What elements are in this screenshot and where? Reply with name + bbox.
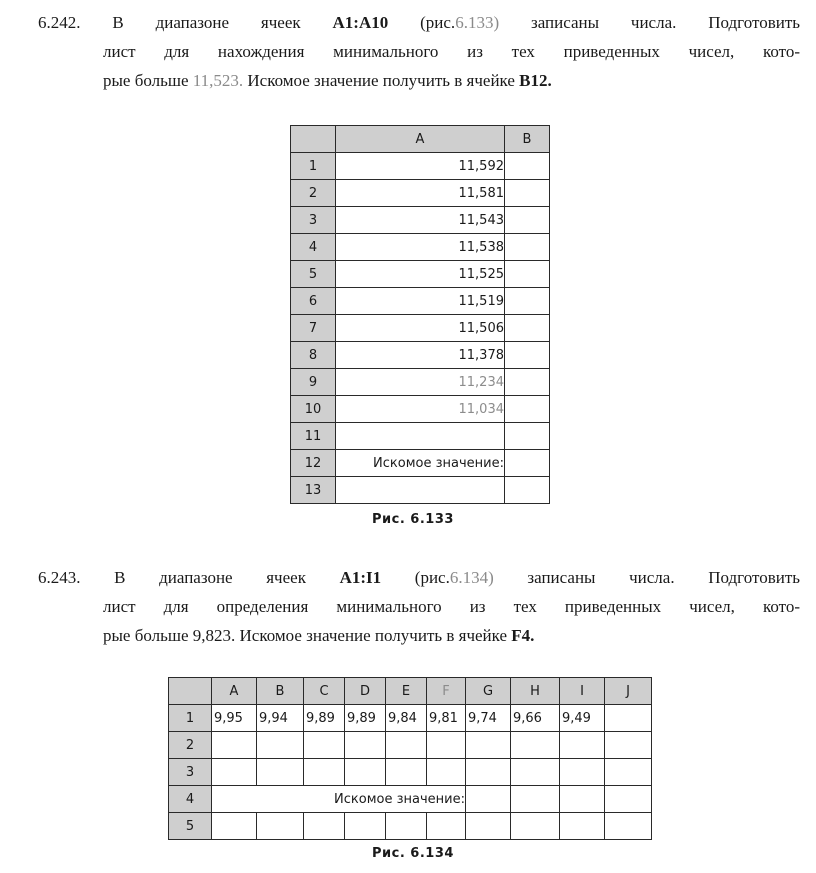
empty-cell	[605, 759, 652, 786]
table-row	[291, 234, 550, 261]
empty-cell	[304, 759, 345, 786]
row-header: 10	[291, 396, 336, 423]
header-row	[291, 126, 550, 153]
column-header: F	[427, 678, 466, 705]
corner-cell	[169, 678, 212, 705]
threshold-value: 11,523.	[192, 71, 244, 90]
cell-a	[336, 477, 505, 504]
row-header: 1	[169, 705, 212, 732]
cell-b	[505, 153, 550, 180]
cell-b	[505, 180, 550, 207]
row-header: 3	[169, 759, 212, 786]
row-header: 7	[291, 315, 336, 342]
target-cell: B12.	[519, 71, 552, 90]
cell-range: A1:I1	[339, 568, 382, 587]
cell-b	[505, 234, 550, 261]
target-cell: F4.	[511, 626, 535, 645]
header-row	[169, 678, 652, 705]
empty-cell	[466, 759, 511, 786]
row-header: 5	[169, 813, 212, 840]
empty-cell	[257, 759, 304, 786]
cell-b	[505, 450, 550, 477]
value-cell: 9,74	[466, 705, 511, 732]
table-row	[291, 261, 550, 288]
table-row	[169, 786, 652, 813]
cell-a: 11,581	[336, 180, 505, 207]
corner-cell	[291, 126, 336, 153]
figure-caption-6-133: Рис. 6.133	[372, 512, 454, 527]
cell-a: 11,543	[336, 207, 505, 234]
column-header: C	[304, 678, 345, 705]
cell-a: 11,234	[336, 369, 505, 396]
cell-a	[336, 423, 505, 450]
problem-6-243	[38, 563, 800, 650]
row-header: 4	[169, 786, 212, 813]
empty-cell	[605, 813, 652, 840]
table-row	[291, 423, 550, 450]
empty-cell	[427, 732, 466, 759]
empty-cell	[345, 759, 386, 786]
empty-cell	[605, 786, 652, 813]
row-header: 2	[291, 180, 336, 207]
empty-cell	[345, 813, 386, 840]
problem-line-1: 6.242. В диапазоне ячеек A1:A10 (рис.6.133) записаны числа. Подготовить	[38, 13, 801, 32]
cell-b	[505, 423, 550, 450]
problem-line-1: 6.243. В диапазоне ячеек A1:I1 (рис.6.134) записаны числа. Подготовить	[38, 568, 800, 587]
empty-cell	[345, 732, 386, 759]
table-row	[291, 207, 550, 234]
figure-reference: 6.134)	[449, 568, 494, 587]
problem-line-2: лист для определения минимального из тех приведенных чисел, кото-	[103, 597, 800, 616]
row-header: 5	[291, 261, 336, 288]
empty-cell	[386, 759, 427, 786]
spreadsheet-fig-6-134	[168, 677, 652, 840]
empty-cell	[427, 813, 466, 840]
table-row	[291, 369, 550, 396]
problem-6-242	[38, 8, 800, 95]
figure-caption-6-134: Рис. 6.134	[372, 846, 454, 861]
empty-cell	[605, 732, 652, 759]
table-row	[291, 396, 550, 423]
empty-cell	[511, 732, 560, 759]
table-row	[291, 477, 550, 504]
empty-cell	[560, 813, 605, 840]
row-header: 3	[291, 207, 336, 234]
cell-b	[505, 369, 550, 396]
table-row	[291, 342, 550, 369]
row-header: 6	[291, 288, 336, 315]
column-header: B	[257, 678, 304, 705]
cell-a: Искомое значение:	[336, 450, 505, 477]
table-row	[291, 180, 550, 207]
problem-line-2: лист для нахождения минимального из тех приведенных чисел, кото-	[103, 42, 800, 61]
value-cell: 9,81	[427, 705, 466, 732]
column-header: A	[336, 126, 505, 153]
table-row	[291, 315, 550, 342]
problem-line-3: рые больше 11,523. Искомое значение получить в ячейке B12.	[103, 71, 552, 90]
empty-cell	[212, 732, 257, 759]
problem-number: 6.243.	[38, 568, 81, 587]
spreadsheet-fig-6-133	[290, 125, 550, 504]
row-header: 4	[291, 234, 336, 261]
empty-cell	[212, 813, 257, 840]
value-cell: 9,94	[257, 705, 304, 732]
empty-cell	[511, 759, 560, 786]
empty-cell	[466, 732, 511, 759]
table-row	[169, 732, 652, 759]
empty-cell	[466, 813, 511, 840]
column-header: G	[466, 678, 511, 705]
column-header: E	[386, 678, 427, 705]
empty-cell	[560, 786, 605, 813]
cell-a: 11,506	[336, 315, 505, 342]
value-cell: 9,89	[345, 705, 386, 732]
cell-a: 11,378	[336, 342, 505, 369]
cell-b	[505, 261, 550, 288]
table-row	[291, 450, 550, 477]
row-header: 2	[169, 732, 212, 759]
empty-cell	[560, 759, 605, 786]
cell-a: 11,519	[336, 288, 505, 315]
cell-b	[505, 207, 550, 234]
value-cell: 9,84	[386, 705, 427, 732]
empty-cell	[386, 813, 427, 840]
table-row	[291, 153, 550, 180]
row-header: 11	[291, 423, 336, 450]
column-header: I	[560, 678, 605, 705]
value-cell	[605, 705, 652, 732]
row-header: 13	[291, 477, 336, 504]
empty-cell	[511, 786, 560, 813]
cell-a: 11,592	[336, 153, 505, 180]
cell-range: A1:A10	[332, 13, 389, 32]
empty-cell	[560, 732, 605, 759]
value-cell: 9,89	[304, 705, 345, 732]
figure-reference: 6.133)	[455, 13, 500, 32]
problem-line-3: рые больше 9,823. Искомое значение получить в ячейке F4.	[103, 626, 535, 645]
row-header: 12	[291, 450, 336, 477]
table-row	[169, 705, 652, 732]
table-row	[169, 759, 652, 786]
column-header: D	[345, 678, 386, 705]
empty-cell	[257, 732, 304, 759]
row-header: 8	[291, 342, 336, 369]
cell-b	[505, 342, 550, 369]
table-row	[291, 288, 550, 315]
empty-cell	[304, 732, 345, 759]
cell-a: 11,034	[336, 396, 505, 423]
empty-cell	[386, 732, 427, 759]
cell-a: 11,538	[336, 234, 505, 261]
row-header: 9	[291, 369, 336, 396]
empty-cell	[257, 813, 304, 840]
result-label-cell: Искомое значение:	[212, 786, 466, 813]
column-header: J	[605, 678, 652, 705]
column-header: B	[505, 126, 550, 153]
empty-cell	[511, 813, 560, 840]
cell-b	[505, 288, 550, 315]
column-header: A	[212, 678, 257, 705]
empty-cell	[212, 759, 257, 786]
value-cell: 9,49	[560, 705, 605, 732]
cell-a: 11,525	[336, 261, 505, 288]
problem-number: 6.242.	[38, 13, 81, 32]
column-header: H	[511, 678, 560, 705]
value-cell: 9,95	[212, 705, 257, 732]
table-row	[169, 813, 652, 840]
empty-cell	[466, 786, 511, 813]
row-header: 1	[291, 153, 336, 180]
cell-b	[505, 315, 550, 342]
value-cell: 9,66	[511, 705, 560, 732]
empty-cell	[304, 813, 345, 840]
cell-b	[505, 477, 550, 504]
cell-b	[505, 396, 550, 423]
empty-cell	[427, 759, 466, 786]
